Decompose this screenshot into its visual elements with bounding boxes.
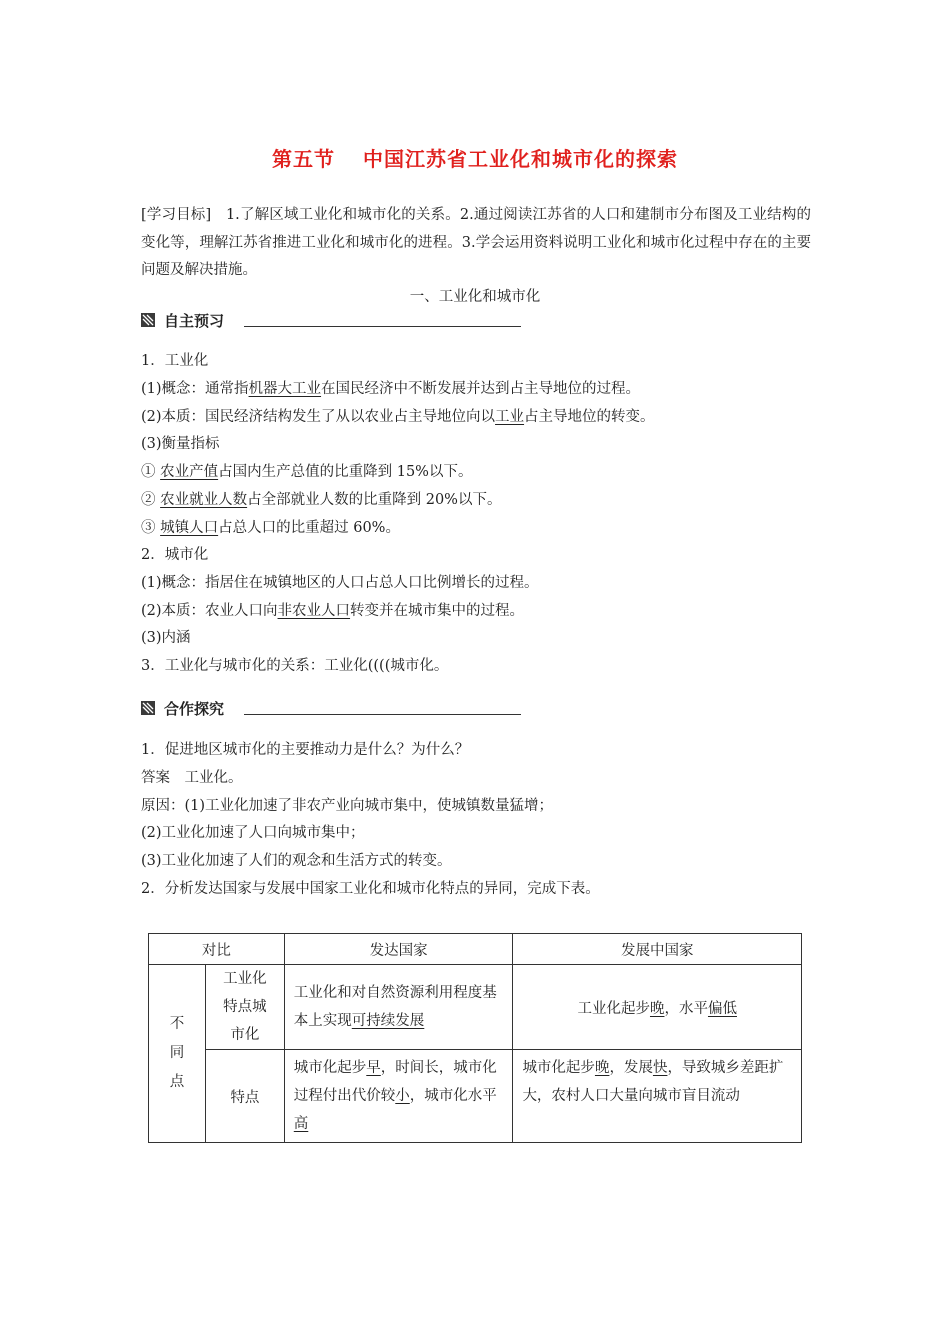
line: (1)概念：通常指机器大工业在国民经济中不断发展并达到占主导地位的过程。	[141, 381, 641, 397]
line: (3)衡量指标	[141, 436, 220, 452]
answer-blank: 晚	[594, 1060, 610, 1076]
section-header-explore	[141, 698, 521, 720]
answer-blank: 早	[366, 1060, 381, 1076]
answer-blank: 可持续发展	[351, 1013, 425, 1029]
answer-blank: 快	[652, 1060, 668, 1076]
answer-blank: 晚	[649, 1000, 665, 1017]
answer-blank: 小	[395, 1088, 410, 1104]
comparison-table	[148, 933, 802, 1143]
learning-objectives: [学习目标] 1.了解区域工业化和城市化的关系。2.通过阅读江苏省的人口和建制市分布图及工业结构的变化等，理解江苏省推进工业化和城市化的进程。3.学会运用资料说明工业化和城市化过程中存在的主要问题及解决措施。	[141, 207, 811, 278]
header-developing: 发展中国家	[513, 934, 802, 965]
table-row	[149, 965, 802, 1050]
answer-blank: 城镇人口	[160, 520, 219, 536]
question: 2．分析发达国家与发展中国家工业化和城市化特点的异同，完成下表。	[141, 881, 600, 897]
line: (1)概念：指居住在城镇地区的人口占总人口比例增长的过程。	[141, 575, 539, 591]
answer-blank: 高	[293, 1116, 309, 1132]
section-title: 合作探究	[164, 700, 225, 718]
header-compare: 对比	[149, 934, 285, 965]
section-icon	[141, 313, 155, 327]
section-header-preview	[141, 310, 521, 332]
line: 3．工业化与城市化的关系：工业化((((城市化。	[141, 658, 449, 674]
table-cell: 城市化起步晚，发展快，导致城乡差距扩大，农村人口大量向城市盲目流动	[513, 1050, 802, 1143]
answer-blank: 农业产值	[160, 464, 219, 480]
line: ② 农业就业人数占全部就业人数的比重降到 20%以下。	[141, 492, 502, 508]
title-section-number: 第五节	[272, 147, 335, 171]
reason: (3)工业化加速了人们的观念和生活方式的转变。	[141, 853, 452, 869]
header-developed: 发达国家	[284, 934, 513, 965]
section-divider	[244, 326, 521, 327]
question: 1．促进地区城市化的主要推动力是什么？为什么？	[141, 742, 470, 758]
title-text: 中国江苏省工业化和城市化的探索	[363, 147, 678, 171]
table-header-row	[149, 934, 802, 965]
row-label: 特点	[205, 1050, 284, 1143]
page-title	[0, 143, 950, 172]
line: (2)本质：国民经济结构发生了从以农业占主导地位向以工业占主导地位的转变。	[141, 409, 655, 425]
table-row	[149, 1050, 802, 1143]
subheading: 一、工业化和城市化	[409, 289, 541, 305]
line: 2．城市化	[141, 547, 209, 563]
table-cell: 工业化起步晚，水平偏低	[513, 965, 802, 1050]
table-cell: 城市化起步早，时间长，城市化过程付出代价较小，城市化水平高	[284, 1050, 513, 1143]
line: (3)内涵	[141, 630, 191, 646]
section-icon	[141, 701, 155, 715]
line: (2)本质：农业人口向非农业人口转变并在城市集中的过程。	[141, 603, 525, 619]
table-cell: 工业化和对自然资源利用程度基本上实现可持续发展	[284, 965, 513, 1050]
section-title: 自主预习	[164, 312, 225, 330]
row-group-label: 不 同 点	[149, 965, 206, 1143]
line: ① 农业产值占国内生产总值的比重降到 15%以下。	[141, 464, 473, 480]
answer-blank: 机器大工业	[248, 381, 322, 397]
answer-blank: 非农业人口	[277, 603, 351, 619]
answer-blank: 偏低	[707, 1000, 737, 1017]
answer-blank: 工业	[495, 409, 525, 425]
line: ③ 城镇人口占总人口的比重超过 60%。	[141, 520, 400, 536]
answer-blank: 农业就业人数	[160, 492, 248, 508]
section-divider	[244, 714, 521, 715]
reason: (2)工业化加速了人口向城市集中；	[141, 825, 365, 841]
answer: 答案 工业化。	[141, 770, 243, 786]
row-label: 工业化 特点城 市化	[205, 965, 284, 1050]
reason: 原因：(1)工业化加速了非农产业向城市集中，使城镇数量猛增；	[141, 798, 554, 814]
line: 1．工业化	[141, 353, 209, 369]
